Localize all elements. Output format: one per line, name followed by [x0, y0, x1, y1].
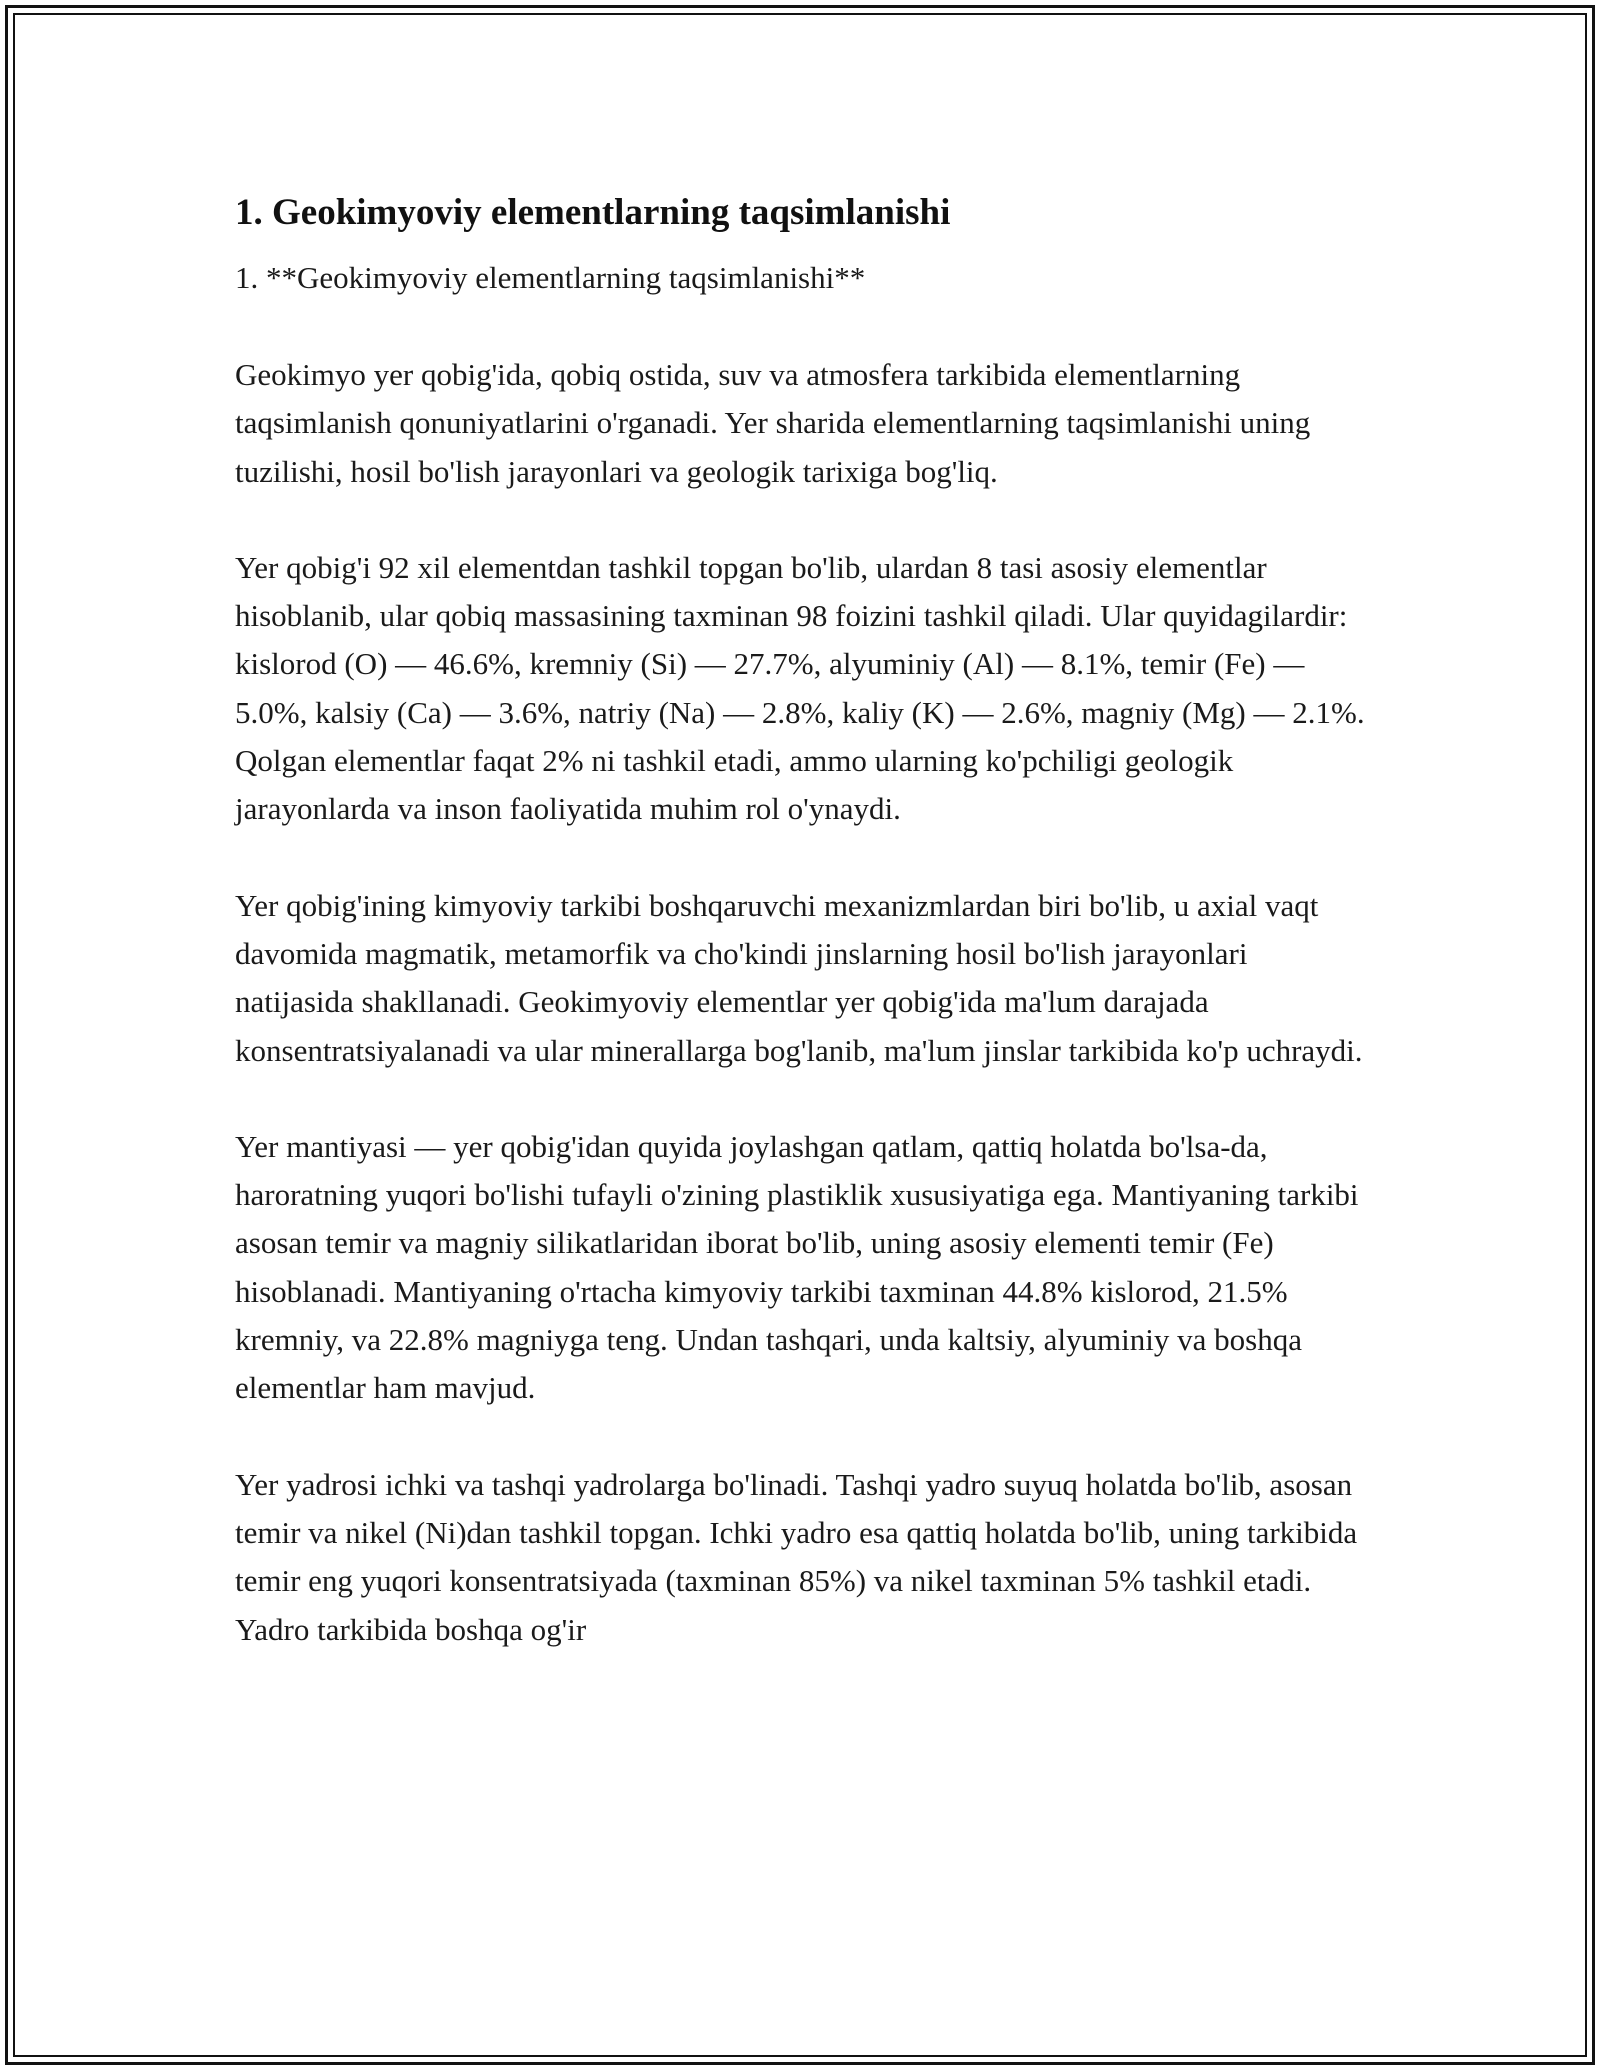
document-subheading: 1. **Geokimyoviy elementlarning taqsimlanishi**	[235, 260, 866, 295]
paragraph-3: Yer qobig'ining kimyoviy tarkibi boshqaruvchi mexanizmlardan biri bo'lib, u axial vaqt davomida magmatik, metamorfik va cho'kindi jinslarning hosil bo'lish jarayonlari natijasida shakllanadi. Geokimyoviy elementlar yer qobig'ida ma'lum darajada konsentratsiyalanadi va ular minerallarga bog'lanib, ma'lum jinslar tarkibida ko'p uchraydi.	[235, 887, 1363, 1068]
document-body	[235, 180, 1370, 1654]
paragraph-5: Yer yadrosi ichki va tashqi yadrolarga bo'linadi. Tashqi yadro suyuq holatda bo'lib, asosan temir va nikel (Ni)dan tashkil topgan. Ichki yadro esa qattiq holatda bo'lib, uning tarkibida temir eng yuqori konsentratsiyada (taxminan 85%) va nikel taxminan 5% tashkil etadi. Yadro tarkibida boshqa og'ir	[235, 1466, 1358, 1647]
paragraph-2: Yer qobig'i 92 xil elementdan tashkil topgan bo'lib, ulardan 8 tasi asosiy elementlar hisoblanib, ular qobiq massasining taxminan 98 foizini tashkil qiladi. Ular quyidagilardir: kislorod (O) — 46.6%, kremniy (Si) — 27.7%, alyuminiy (Al) — 8.1%, temir (Fe) — 5.0%, kalsiy (Ca) — 3.6%, natriy (Na) — 2.8%, kaliy (K) — 2.6%, magniy (Mg) — 2.1%. Qolgan elementlar faqat 2% ni tashkil etadi, ammo ularning ko'pchiligi geologik jarayonlarda va inson faoliyatida muhim rol o'ynaydi.	[235, 549, 1365, 827]
paragraph-1: Geokimyo yer qobig'ida, qobiq ostida, suv va atmosfera tarkibida elementlarning taqsimlanish qonuniyatlarini o'rganadi. Yer sharida elementlarning taqsimlanishi uning tuzilishi, hosil bo'lish jarayonlari va geologik tarixiga bog'liq.	[235, 357, 1311, 489]
paragraph-4: Yer mantiyasi — yer qobig'idan quyida joylashgan qatlam, qattiq holatda bo'lsa-da, haroratning yuqori bo'lishi tufayli o'zining plastiklik xususiyatiga ega. Mantiyaning tarkibi asosan temir va magniy silikatlaridan iborat bo'lib, uning asosiy elementi temir (Fe) hisoblanadi. Mantiyaning o'rtacha kimyoviy tarkibi taxminan 44.8% kislorod, 21.5% kremniy, va 22.8% magniyga teng. Undan tashqari, unda kaltsiy, alyuminiy va boshqa elementlar ham mavjud.	[235, 1128, 1359, 1406]
document-heading: 1. Geokimyoviy elementlarning taqsimlanishi	[235, 192, 951, 233]
